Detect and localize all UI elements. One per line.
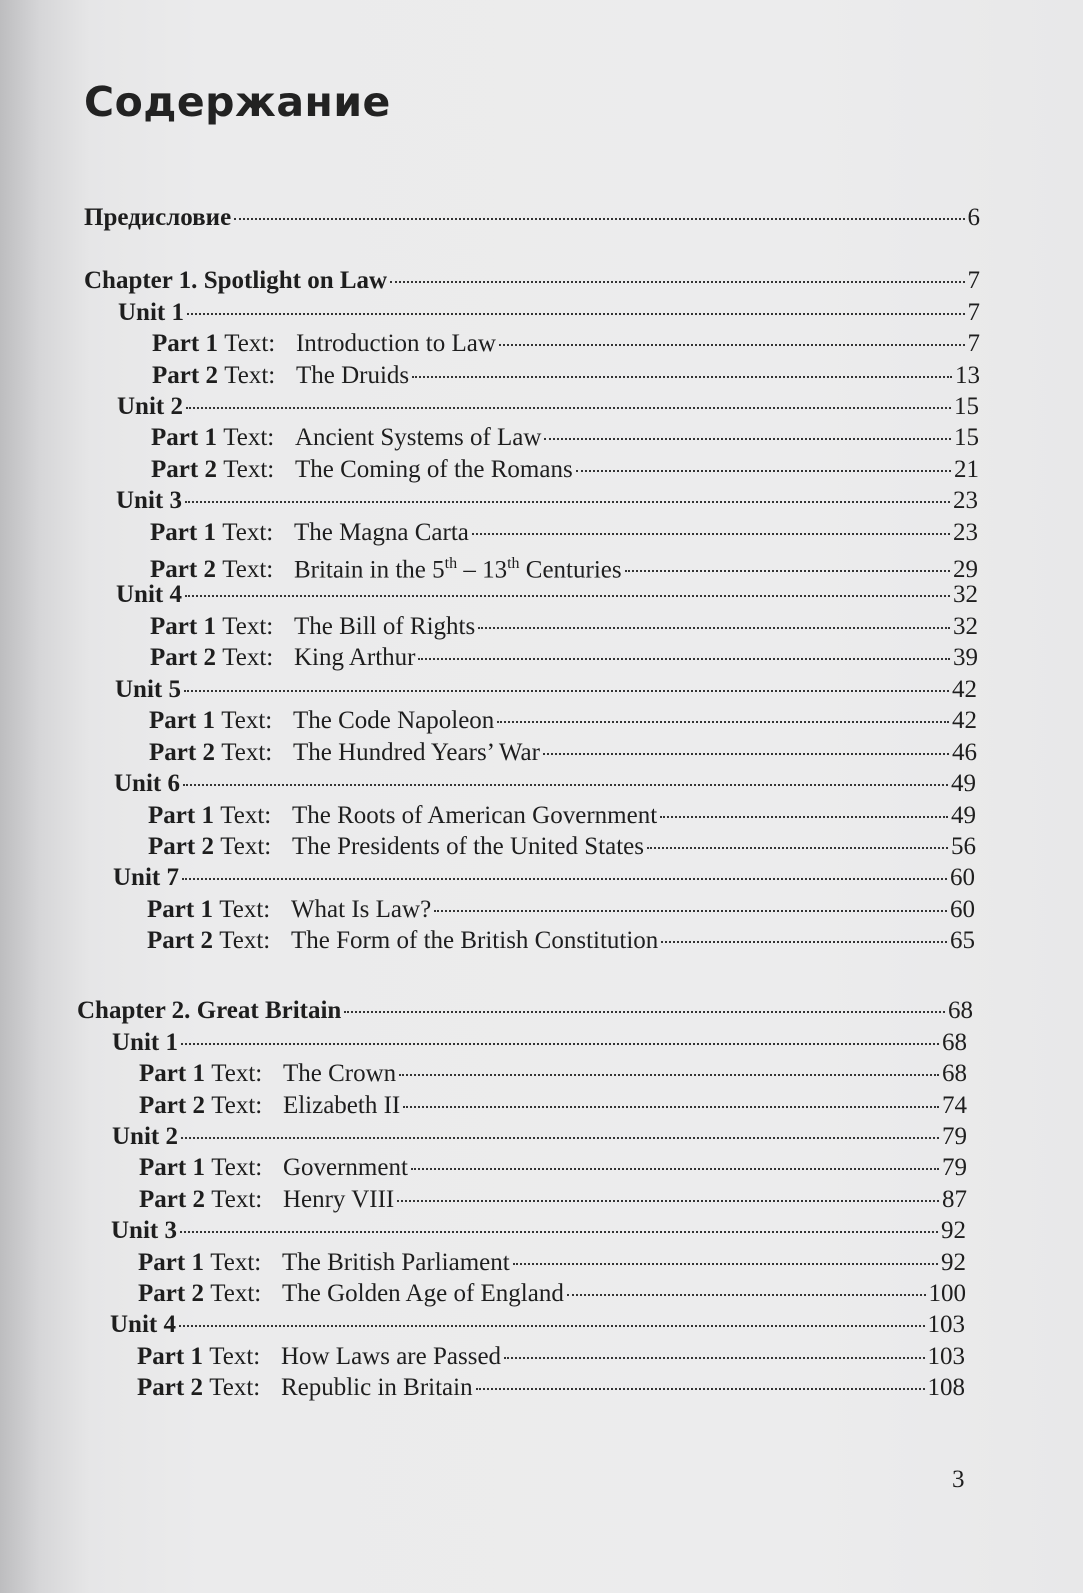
chapter-label: Chapter 2. — [77, 997, 197, 1024]
part-label: Part 2 — [150, 644, 216, 672]
dot-leader — [472, 533, 950, 535]
page-ref: 103 — [927, 1342, 965, 1370]
dot-leader — [397, 1200, 939, 1202]
toc-entry-unit — [116, 486, 978, 516]
page-ref: 13 — [955, 361, 980, 389]
page-ref: 60 — [950, 895, 975, 923]
part-label: Part 2 — [149, 738, 215, 766]
dot-leader — [513, 1263, 938, 1265]
toc-entry-unit — [113, 863, 975, 893]
part-label: Part 2 — [139, 1091, 205, 1119]
toc-entry-part — [148, 832, 976, 862]
entry-title: The Golden Age of England — [281, 1280, 564, 1308]
entry-title: Introduction to Law — [295, 330, 496, 357]
text-label: Text: — [213, 801, 272, 829]
text-label: Text: — [202, 1374, 261, 1402]
toc-entry-unit — [110, 1310, 965, 1340]
entry-title: The Bill of Rights — [293, 612, 476, 640]
text-label: Text: — [216, 455, 275, 483]
page-ref: 68 — [942, 1060, 967, 1087]
page-ref: 74 — [942, 1091, 967, 1119]
dot-leader — [185, 501, 950, 503]
page-number: 3 — [952, 1466, 965, 1493]
entry-title: The Presidents of the United States — [291, 833, 644, 860]
entry-title: The Crown — [282, 1060, 397, 1087]
page-ref: 39 — [953, 644, 978, 672]
dot-leader — [185, 595, 950, 597]
page-ref: 92 — [941, 1248, 966, 1276]
part-label: Part 1 — [139, 1060, 205, 1087]
chapter-label: Chapter 1. — [84, 267, 204, 294]
part-label: Part 1 — [150, 612, 216, 640]
toc-entry-unit — [118, 298, 980, 328]
toc-entry-unit — [117, 392, 979, 422]
dot-leader — [179, 1325, 925, 1327]
unit-label: Unit 4 — [110, 1311, 176, 1339]
dot-leader — [390, 281, 964, 283]
entry-title: The Coming of the Romans — [294, 455, 573, 483]
toc-entry-part — [138, 1248, 966, 1278]
page-ref: 79 — [942, 1122, 967, 1150]
toc-entry-part — [150, 518, 978, 548]
dot-leader — [181, 1137, 939, 1139]
dot-leader — [576, 470, 951, 472]
dot-leader — [187, 313, 965, 315]
entry-title: Republic in Britain — [280, 1374, 473, 1402]
dot-leader — [411, 1168, 939, 1170]
part-label: Part 2 — [152, 361, 218, 389]
dot-leader — [186, 407, 951, 409]
dot-leader — [504, 1357, 924, 1359]
dot-leader — [660, 816, 948, 818]
dot-leader — [344, 1011, 945, 1013]
text-label: Text: — [212, 895, 271, 923]
page-ref: 23 — [953, 487, 978, 515]
page-ref: 87 — [942, 1185, 967, 1213]
text-label: Text: — [214, 738, 273, 766]
entry-title: Henry VIII — [282, 1185, 395, 1213]
toc-entry-part — [138, 1279, 966, 1309]
page-ref: 23 — [953, 518, 978, 546]
page-ref: 60 — [950, 864, 975, 892]
dot-leader — [499, 344, 965, 346]
entry-title: How Laws are Passed — [280, 1342, 502, 1370]
entry-title: Elizabeth II — [282, 1091, 401, 1119]
page-ref: 56 — [951, 833, 976, 860]
page-ref: 49 — [951, 770, 976, 797]
page-ref: 15 — [954, 392, 979, 420]
dot-leader — [234, 218, 964, 220]
entry-title: Britain in the 5th – 13th Centuries — [293, 555, 622, 584]
text-label: Text: — [213, 833, 272, 860]
unit-label: Unit 2 — [117, 392, 183, 420]
entry-label: Предисловие — [84, 204, 232, 231]
text-label: Text: — [217, 330, 276, 357]
text-label: Text: — [202, 1342, 261, 1370]
text-label: Text: — [216, 424, 275, 452]
dot-leader — [661, 941, 947, 943]
dot-leader — [543, 753, 949, 755]
text-label: Text: — [204, 1091, 263, 1119]
toc-entry-part — [150, 643, 978, 673]
text-label: Text: — [204, 1185, 263, 1213]
toc-entry-unit — [112, 1122, 967, 1152]
entry-title: Ancient Systems of Law — [294, 424, 542, 452]
text-label: Text: — [215, 644, 274, 672]
dot-leader — [181, 1043, 939, 1045]
dot-leader — [403, 1106, 939, 1108]
part-label: Part 1 — [137, 1342, 203, 1370]
text-label: Text: — [215, 612, 274, 640]
dot-leader — [399, 1074, 939, 1076]
toc-entry-unit — [111, 1216, 966, 1246]
entry-title: What Is Law? — [290, 895, 432, 923]
part-label: Part 2 — [147, 927, 213, 955]
dot-leader — [567, 1294, 926, 1296]
part-label: Part 2 — [137, 1374, 203, 1402]
toc-entry-part — [139, 1185, 967, 1215]
unit-label: Unit 1 — [112, 1028, 178, 1056]
dot-leader — [625, 570, 950, 572]
text-label: Text: — [215, 518, 274, 546]
page-ref: 21 — [954, 455, 979, 483]
page-ref: 7 — [967, 298, 980, 326]
text-label: Text: — [214, 707, 273, 735]
part-label: Part 1 — [152, 330, 218, 357]
part-label: Part 2 — [150, 556, 216, 584]
dot-leader — [183, 784, 948, 786]
page-ref: 7 — [967, 330, 980, 357]
toc-entry-unit — [115, 675, 977, 705]
part-label: Part 2 — [151, 455, 217, 483]
unit-label: Unit 5 — [115, 675, 181, 703]
toc-entry-part — [149, 706, 977, 736]
part-label: Part 1 — [138, 1248, 204, 1276]
page-ref: 100 — [928, 1280, 966, 1308]
page-title: Содержание — [84, 78, 391, 126]
toc-entry-part — [151, 455, 979, 485]
part-label: Part 1 — [148, 801, 214, 829]
part-label: Part 2 — [138, 1280, 204, 1308]
page-ref: 79 — [942, 1154, 967, 1182]
page-ref: 42 — [952, 675, 977, 703]
part-label: Part 2 — [139, 1185, 205, 1213]
toc-entry-part — [139, 1059, 967, 1089]
toc-entry-part — [149, 738, 977, 768]
page-ref: 32 — [953, 581, 978, 609]
entry-title: The Code Napoleon — [292, 707, 495, 735]
toc-entry-part — [150, 612, 978, 642]
toc-entry-chapter — [77, 996, 973, 1026]
dot-leader — [434, 910, 947, 912]
page-ref: 92 — [941, 1217, 966, 1245]
page-ref: 29 — [953, 556, 978, 584]
dot-leader — [544, 438, 951, 440]
page-ref: 68 — [948, 997, 973, 1024]
entry-title: The Hundred Years’ War — [292, 738, 540, 766]
unit-label: Unit 1 — [118, 298, 184, 326]
part-label: Part 1 — [149, 707, 215, 735]
part-label: Part 2 — [148, 833, 214, 860]
toc-entry-part — [139, 1153, 967, 1183]
part-label: Part 1 — [139, 1154, 205, 1182]
unit-label: Unit 3 — [116, 487, 182, 515]
chapter-name: Spotlight on Law — [203, 267, 388, 294]
text-label: Text: — [203, 1248, 262, 1276]
page-ref: 7 — [967, 267, 980, 294]
dot-leader — [647, 847, 948, 849]
toc-entry-part — [152, 361, 980, 391]
toc-entry-preface — [84, 203, 980, 233]
dot-leader — [184, 690, 949, 692]
entry-title: The Druids — [295, 361, 410, 389]
toc-entry-unit — [112, 1028, 967, 1058]
dot-leader — [182, 878, 947, 880]
toc-entry-chapter — [84, 266, 980, 296]
part-label: Part 1 — [150, 518, 216, 546]
toc-entry-part — [151, 423, 979, 453]
toc-entry-part — [148, 801, 976, 831]
dot-leader — [497, 721, 949, 723]
entry-title: The Form of the British Constitution — [290, 927, 659, 955]
page-ref: 32 — [953, 612, 978, 640]
unit-label: Unit 2 — [112, 1122, 178, 1150]
toc-entry-part — [139, 1091, 967, 1121]
dot-leader — [412, 376, 952, 378]
page-ref: 103 — [927, 1311, 965, 1339]
text-label: Text: — [212, 927, 271, 955]
page-ref: 108 — [927, 1374, 965, 1402]
dot-leader — [476, 1388, 925, 1390]
toc-entry-part — [137, 1342, 965, 1372]
dot-leader — [478, 627, 950, 629]
toc-entry-part — [137, 1373, 965, 1403]
dot-leader — [418, 658, 950, 660]
unit-label: Unit 3 — [111, 1217, 177, 1245]
text-label: Text: — [203, 1280, 262, 1308]
unit-label: Unit 6 — [114, 770, 180, 797]
page-ref: 65 — [950, 927, 975, 955]
page-ref: 42 — [952, 707, 977, 735]
page-ref: 15 — [954, 424, 979, 452]
page-ref: 46 — [952, 738, 977, 766]
dot-leader — [180, 1231, 938, 1233]
entry-title: The Roots of American Government — [291, 801, 658, 829]
text-label: Text: — [215, 556, 274, 584]
toc-entry-part — [147, 926, 975, 956]
chapter-name: Great Britain — [196, 997, 342, 1024]
page-ref: 49 — [951, 801, 976, 829]
unit-label: Unit 7 — [113, 864, 179, 892]
entry-title: King Arthur — [293, 644, 416, 672]
text-label: Text: — [204, 1154, 263, 1182]
text-label: Text: — [204, 1060, 263, 1087]
toc-entry-part — [147, 895, 975, 925]
text-label: Text: — [217, 361, 276, 389]
toc-entry-unit — [116, 580, 978, 610]
entry-title: The Magna Carta — [293, 518, 469, 546]
entry-title: Government — [282, 1154, 408, 1182]
page-ref: 6 — [967, 204, 980, 231]
toc-entry-unit — [114, 769, 976, 799]
entry-title: The British Parliament — [281, 1248, 510, 1276]
part-label: Part 1 — [147, 895, 213, 923]
page-ref: 68 — [942, 1028, 967, 1056]
unit-label: Unit 4 — [116, 581, 182, 609]
part-label: Part 1 — [151, 424, 217, 452]
toc-entry-part — [152, 329, 980, 359]
